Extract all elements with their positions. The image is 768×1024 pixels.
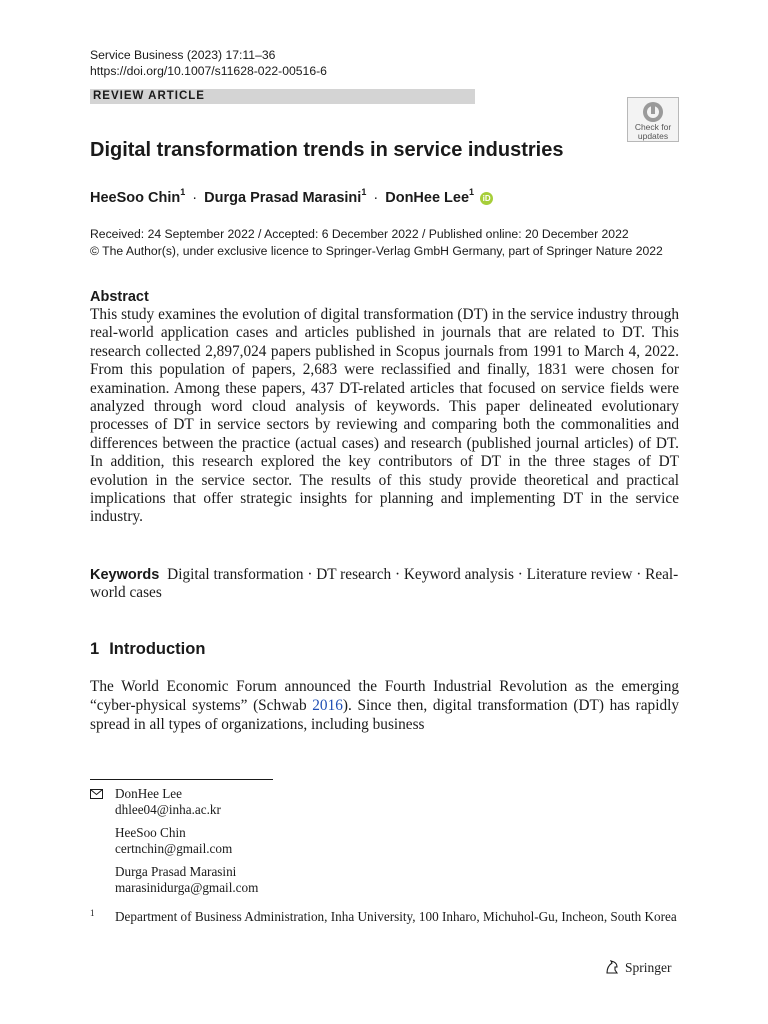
intro-text-part: The World Economic Forum announced the Fourth Industrial Revolution as the emerging “cyber-physical systems” (Schwab	[90, 678, 679, 714]
affiliation-mark: 1	[90, 908, 95, 918]
contact-entry	[115, 786, 680, 817]
check-updates-line1: Check for	[634, 122, 672, 132]
author-separator: ·	[373, 189, 379, 206]
footnote-rule	[90, 779, 273, 780]
author-name[interactable]: Durga Prasad Marasini	[204, 189, 362, 206]
contact-name: Durga Prasad Marasini	[115, 864, 237, 879]
contact-email[interactable]: certnchin@gmail.com	[115, 840, 233, 856]
author-list	[90, 182, 493, 209]
keywords-text: Digital transformation · DT research · Keyword analysis · Literature review · Real-world cases	[90, 566, 679, 602]
copyright-line: © The Author(s), under exclusive licence to Springer-Verlag GmbH Germany, part of Springer Nature 2022	[90, 244, 663, 258]
article-type-banner	[90, 89, 475, 104]
section-heading-introduction	[90, 639, 205, 659]
contact-email[interactable]: marasinidurga@gmail.com	[115, 879, 259, 895]
article-type-label: REVIEW ARTICLE	[93, 90, 205, 102]
envelope-icon	[90, 789, 103, 799]
doi-link[interactable]: https://doi.org/10.1007/s11628-022-00516-6	[90, 64, 327, 78]
journal-header	[90, 47, 327, 79]
footnotes	[90, 786, 680, 925]
contact-name: HeeSoo Chin	[115, 825, 186, 840]
contact-entry	[115, 825, 680, 856]
abstract-text: This study examines the evolution of digital transformation (DT) in the service industry through real-world application cases and articles published in journals that are related to DT. This research collected 2,897,024 papers published in Scopus journals from 1991 to March 4, 2022. From this population of papers, 2,683 were reclassified and finally, 1831 were chosen for examination. Among these papers, 437 DT-related articles that focused on service fields were analyzed through word cloud analysis of keywords. This paper delineated evolutionary processes of DT in service sectors by reviewing and comparing both the commonalities and differences between the practice (actual cases) and research (published journal articles) of DT. In addition, this research explored the key contributors of DT in the three stages of DT evolution in the service sector. The results of this study provide theoretical and practical implications that offer strategic insights for planning and implementing DT in the service industry.	[90, 306, 679, 526]
contact-name: DonHee Lee	[115, 786, 182, 801]
publisher-name: Springer	[625, 960, 672, 975]
author-affiliation-mark: 1	[180, 187, 186, 197]
keywords-label: Keywords	[90, 567, 160, 583]
orcid-icon[interactable]: iD	[480, 192, 493, 205]
contact-email[interactable]: dhlee04@inha.ac.kr	[115, 801, 221, 817]
journal-citation: Service Business (2023) 17:11–36	[90, 48, 276, 62]
contact-entry	[115, 864, 680, 895]
publication-dates	[90, 226, 663, 260]
received-accepted-published: Received: 24 September 2022 / Accepted: 6 December 2022 / Published online: 20 December 2022	[90, 227, 629, 241]
abstract-heading: Abstract	[90, 289, 149, 305]
paper-title: Digital transformation trends in service industries	[90, 139, 564, 161]
section-number: 1	[90, 640, 100, 658]
intro-text-part: ). Since then, digital transformation (DT) has rapidly spread in all types of organizations, including business	[90, 697, 679, 733]
author-separator: ·	[192, 189, 198, 206]
affiliation-text: Department of Business Administration, Inha University, 100 Inharo, Michuhol-Gu, Incheon, South Korea	[115, 909, 677, 924]
check-updates-icon	[642, 101, 664, 123]
springer-horse-icon	[604, 959, 620, 975]
keywords-block	[90, 566, 679, 603]
author-affiliation-mark: 1	[469, 187, 475, 197]
check-for-updates-badge[interactable]	[627, 97, 679, 142]
check-updates-line2: updates	[637, 131, 669, 141]
citation-link[interactable]: 2016	[312, 697, 343, 714]
section-title: Introduction	[109, 640, 206, 658]
author-name[interactable]: DonHee Lee	[385, 189, 470, 206]
publisher-logo	[604, 958, 672, 978]
author-affiliation-mark: 1	[361, 187, 367, 197]
introduction-text	[90, 677, 679, 734]
author-name[interactable]: HeeSoo Chin	[90, 189, 181, 206]
affiliation-footnote	[90, 909, 680, 925]
